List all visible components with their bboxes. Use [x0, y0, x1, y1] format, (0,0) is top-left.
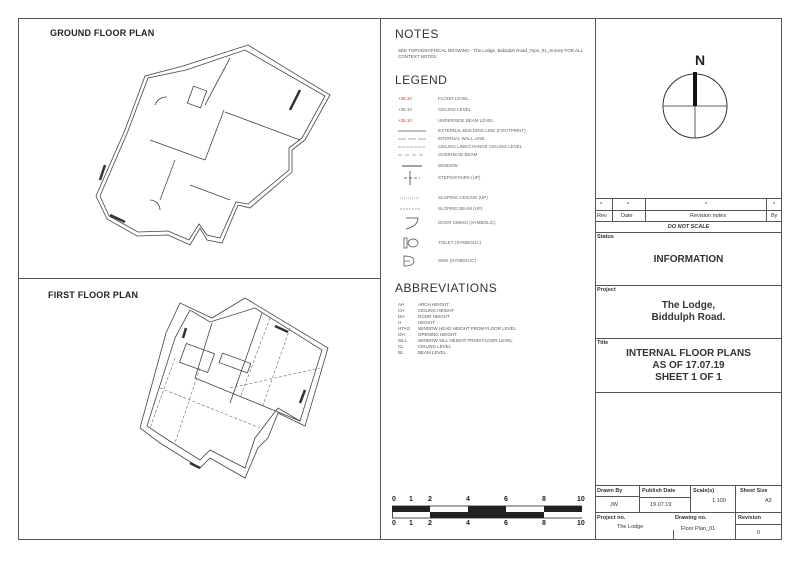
scale-tick: 0	[392, 520, 396, 527]
divider	[380, 18, 381, 540]
first-floor-title: FIRST FLOOR PLAN	[48, 290, 139, 300]
sink-icon	[398, 255, 426, 267]
revision-header-by: By	[771, 213, 778, 219]
status-value: INFORMATION	[653, 254, 724, 265]
legend-label: WINDOW	[438, 163, 458, 168]
revision-value: 0	[757, 530, 761, 536]
legend-label: STEPS/STAIRS (UP)	[438, 175, 481, 180]
legend-label: EXTERNAL BUILDING LINE (FOOTPRINT)	[438, 128, 526, 133]
legend-label: DOOR SWING (SYMBOLIC)	[438, 220, 496, 225]
abbr: SILL	[398, 338, 408, 343]
title-line: SHEET 1 OF 1	[655, 372, 722, 383]
scale-tick: 6	[504, 520, 508, 527]
project-label: Project	[597, 287, 616, 293]
project-no-value: The Lodge	[617, 524, 644, 530]
publish-date-label: Publish Date	[642, 488, 676, 494]
north-arrow-icon	[655, 70, 735, 150]
ground-floor-plan	[0, 0, 380, 278]
revision-cell: *	[773, 202, 776, 208]
scale-tick: 4	[466, 520, 470, 527]
abbreviations-list	[398, 302, 516, 356]
legend-label: INTERNAL WALL LINE	[438, 136, 485, 141]
status-label: Status	[597, 234, 614, 240]
title-label: Title	[597, 340, 609, 346]
revision-cell: *	[627, 202, 630, 208]
scale-tick: 6	[504, 496, 508, 503]
abbreviation-row	[398, 350, 516, 356]
notes-heading: NOTES	[395, 27, 439, 41]
revision-header-notes: Revision notes	[690, 213, 727, 219]
drawn-by-value: JW	[610, 502, 618, 508]
abbr: BL	[398, 350, 404, 355]
notes-text: SEE TOPOGRAPHICAL DRAWING - The Lodge, Biddulph Road_Topo_01_Survey FOR ALL CONTEXT NOTES.	[398, 48, 583, 59]
do-not-scale: DO NOT SCALE	[667, 224, 710, 230]
abbr: CL	[398, 344, 404, 349]
abbr: DH	[398, 314, 405, 319]
legend-heading: LEGEND	[395, 73, 448, 87]
abbr-meaning: CEILING LEVEL	[418, 344, 452, 349]
legend-symbol: +35.10	[398, 107, 412, 112]
abbr: CH	[398, 308, 405, 313]
project-line: Biddulph Road.	[651, 312, 726, 323]
revision-label: Revision	[738, 515, 761, 521]
legend-symbol: +35.10	[398, 118, 412, 123]
abbr-meaning: DOOR HEIGHT	[418, 314, 450, 319]
project-no-label: Project no.	[597, 515, 626, 521]
revision-cell: *	[705, 202, 708, 208]
abbr-meaning: OPENING HEIGHT	[418, 332, 458, 337]
legend-label: FLOOR LEVEL	[438, 96, 469, 101]
scale-tick: 0	[392, 496, 396, 503]
scale-bar	[392, 504, 582, 520]
project-name	[595, 300, 782, 324]
scale-tick: 10	[577, 520, 585, 527]
first-floor-plan	[0, 278, 380, 540]
legend-label: UNDERSIDE BEAM LEVEL	[438, 118, 494, 123]
abbr-meaning: ARCH HEIGHT	[418, 302, 450, 307]
drawing-title	[595, 348, 782, 384]
drawing-no-value: Floor Plan_01	[681, 526, 716, 532]
scale-tick: 10	[577, 496, 585, 503]
legend-label: CEILING LINE/CHANGE CEILING LEVEL	[438, 144, 523, 149]
scale-tick: 4	[466, 496, 470, 503]
sheet-size-value: A3	[765, 498, 772, 504]
abbr-meaning: CEILING HEIGHT	[418, 308, 455, 313]
title-line: AS OF 17.07.19	[652, 360, 725, 371]
legend-label: OVERHEAD BEAM	[438, 152, 478, 157]
scale-labels-top	[392, 496, 592, 504]
title-line: INTERNAL FLOOR PLANS	[626, 348, 751, 359]
abbr: OH	[398, 332, 405, 337]
toilet-icon	[398, 237, 426, 249]
legend-label: TOILET (SYMBOLIC)	[438, 240, 482, 245]
abbr: H	[398, 320, 402, 325]
drawn-by-label: Drawn By	[597, 488, 623, 494]
scale-tick: 2	[428, 520, 432, 527]
abbr: AH	[398, 302, 405, 307]
revision-cell: *	[600, 202, 603, 208]
ground-floor-title: GROUND FLOOR PLAN	[50, 28, 155, 38]
publish-date-value: 19.07.19	[650, 502, 672, 508]
divider	[595, 18, 596, 540]
legend-label: SLOPING BEAM (UP)	[438, 206, 483, 211]
sheet-size-label: Sheet Size	[740, 488, 768, 494]
scale-tick: 1	[409, 520, 413, 527]
scale-tick: 8	[542, 496, 546, 503]
abbr-meaning: HEIGHT	[418, 320, 436, 325]
scale-tick: 2	[428, 496, 432, 503]
scale-label: Scale(s)	[693, 488, 715, 494]
project-line: The Lodge,	[661, 300, 716, 311]
legend-symbol: +35.10	[398, 96, 412, 101]
scale-labels-bottom	[392, 520, 592, 528]
legend-label: CEILING LEVEL	[438, 107, 472, 112]
abbr-meaning: WINDOW HEAD HEIGHT FROM FLOOR LEVEL	[418, 326, 517, 331]
door-swing-icon	[398, 216, 426, 230]
scale-tick: 8	[542, 520, 546, 527]
north-label: N	[695, 52, 706, 68]
abbr-meaning: BEAM LEVEL	[418, 350, 447, 355]
abbr: HTAG	[398, 326, 411, 331]
abbr-meaning: WINDOW SILL HEIGHT FROM FLOOR LEVEL	[418, 338, 513, 343]
scale-tick: 1	[409, 496, 413, 503]
abbreviations-heading: ABBREVIATIONS	[395, 281, 498, 295]
legend-label: SINK (SYMBOLIC)	[438, 258, 477, 263]
legend-label: SLOPING CEILING (UP)	[438, 195, 488, 200]
revision-header-date: Date	[621, 213, 633, 219]
drawing-no-label: Drawing no.	[675, 515, 707, 521]
revision-header-rev: Rev	[597, 213, 607, 219]
scale-value: 1:100	[712, 498, 726, 504]
